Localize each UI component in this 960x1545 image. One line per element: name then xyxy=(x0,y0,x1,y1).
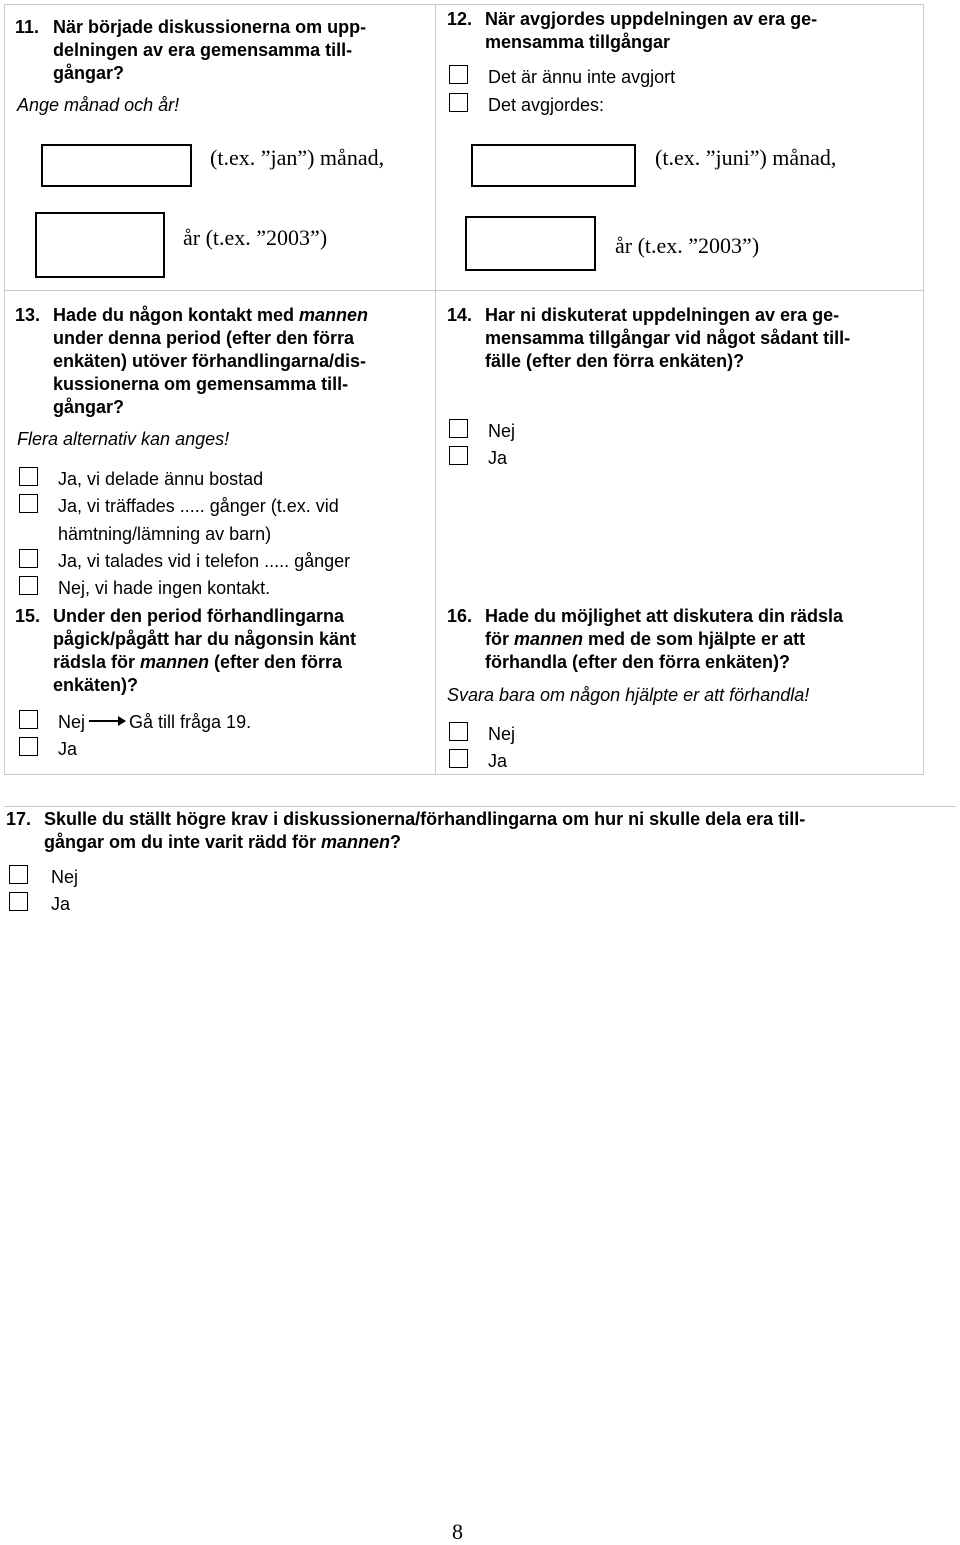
checkbox[interactable] xyxy=(449,419,468,438)
question-text-line xyxy=(44,831,951,854)
question-text-line: pågick/pågått har du någonsin känt xyxy=(53,629,357,649)
emphasis-mannen: mannen xyxy=(321,832,391,852)
table-border-left xyxy=(4,4,5,774)
option-label: Det är ännu inte avgjort xyxy=(488,67,676,87)
text-segment: rädsla för xyxy=(53,652,141,672)
option-label: Det avgjordes: xyxy=(488,95,605,115)
question-text xyxy=(53,16,425,85)
checkbox[interactable] xyxy=(19,549,38,568)
question-text-line xyxy=(53,304,430,327)
option-label: Ja xyxy=(488,751,508,771)
question-16 xyxy=(447,605,917,674)
text-segment: med de som hjälpte er att xyxy=(583,629,806,649)
question-11 xyxy=(15,16,425,85)
question-number: 14. xyxy=(447,305,473,325)
table-row-divider xyxy=(4,290,924,291)
question-number: 13. xyxy=(15,305,41,325)
question-text-line xyxy=(485,628,917,651)
emphasis-mannen: mannen xyxy=(299,305,369,325)
q12-month-input[interactable] xyxy=(471,144,636,187)
question-text xyxy=(53,304,430,419)
question-text xyxy=(485,605,917,674)
question-text-line: fälle (efter den förra enkäten)? xyxy=(485,351,745,371)
text-segment: (efter den förra xyxy=(209,652,343,672)
option-label: Nej xyxy=(488,724,516,744)
checkbox[interactable] xyxy=(449,749,468,768)
option-label: Nej xyxy=(51,867,79,887)
question-text-line: Skulle du ställt högre krav i diskussionerna/förhandlingarna om hur ni skulle dela era till- xyxy=(44,809,806,829)
question-text-line: kussionerna om gemensamma till- xyxy=(53,374,349,394)
q12-month-example: (t.ex. ”juni”) månad, xyxy=(655,145,837,170)
question-text-line: mensamma tillgångar xyxy=(485,32,671,52)
q11-month-input[interactable] xyxy=(41,144,192,187)
question-text xyxy=(44,808,951,854)
question-text-line xyxy=(53,651,430,674)
question-text-line: enkäten) utöver förhandlingarna/dis- xyxy=(53,351,367,371)
checkbox[interactable] xyxy=(19,710,38,729)
checkbox[interactable] xyxy=(9,892,28,911)
checkbox[interactable] xyxy=(449,65,468,84)
q12-year-input[interactable] xyxy=(465,216,596,271)
checkbox[interactable] xyxy=(19,737,38,756)
option-label-continued: hämtning/lämning av barn) xyxy=(58,524,272,544)
q11-month-example: (t.ex. ”jan”) månad, xyxy=(210,145,385,170)
question-text-line: Under den period förhandlingarna xyxy=(53,606,345,626)
question-text-line: förhandla (efter den förra enkäten)? xyxy=(485,652,791,672)
question-text-line: Har ni diskuterat uppdelningen av era ge- xyxy=(485,305,840,325)
option-label: Nej, vi hade ingen kontakt. xyxy=(58,578,271,598)
q13-hint: Flera alternativ kan anges! xyxy=(17,429,230,449)
question-number: 17. xyxy=(6,809,32,829)
question-text-line: Hade du möjlighet att diskutera din rädsla xyxy=(485,606,844,626)
q16-hint: Svara bara om någon hjälpte er att förhandla! xyxy=(447,685,810,705)
checkbox[interactable] xyxy=(9,865,28,884)
text-segment: Hade du någon kontakt med xyxy=(53,305,300,325)
text-segment: ? xyxy=(390,832,402,852)
question-text-line: gångar? xyxy=(53,63,125,83)
emphasis-mannen: mannen xyxy=(514,629,584,649)
option-text: Nej xyxy=(58,712,86,732)
checkbox[interactable] xyxy=(19,467,38,486)
q11-year-input[interactable] xyxy=(35,212,165,278)
emphasis-mannen: mannen xyxy=(140,652,210,672)
table-border-bottom xyxy=(4,774,924,775)
question-number: 15. xyxy=(15,606,41,626)
question-text-line: När började diskussionerna om upp- xyxy=(53,17,367,37)
checkbox[interactable] xyxy=(449,446,468,465)
question-text-line: under denna period (efter den förra xyxy=(53,328,355,348)
question-text-line: enkäten)? xyxy=(53,675,139,695)
goto-instruction: Gå till fråga 19. xyxy=(129,712,252,732)
text-segment: för xyxy=(485,629,514,649)
question-number: 12. xyxy=(447,9,473,29)
question-17 xyxy=(6,808,951,854)
question-14 xyxy=(447,304,917,373)
question-text-line: delningen av era gemensamma till- xyxy=(53,40,353,60)
question-text xyxy=(485,304,917,373)
question-number: 16. xyxy=(447,606,473,626)
option-label: Ja xyxy=(58,739,78,759)
table-border-top xyxy=(4,4,924,5)
q11-hint: Ange månad och år! xyxy=(17,95,180,115)
table-border-middle xyxy=(435,4,436,774)
arrow-right-icon xyxy=(89,720,125,722)
option-label: Ja, vi talades vid i telefon ..... gånger xyxy=(58,551,351,571)
option-label: Ja, vi delade ännu bostad xyxy=(58,469,264,489)
option-label: Ja xyxy=(488,448,508,468)
option-label: Ja xyxy=(51,894,71,914)
table-border-right xyxy=(923,4,924,774)
text-segment: gångar om du inte varit rädd för xyxy=(44,832,322,852)
question-text xyxy=(485,8,917,54)
question-number: 11. xyxy=(15,17,40,37)
question-15 xyxy=(15,605,430,697)
question-text-line: gångar? xyxy=(53,397,125,417)
question-text-line: mensamma tillgångar vid något sådant till- xyxy=(485,328,851,348)
question-text-line: När avgjordes uppdelningen av era ge- xyxy=(485,9,818,29)
q17-separator-line xyxy=(4,806,956,807)
q12-year-example: år (t.ex. ”2003”) xyxy=(615,233,760,258)
question-12 xyxy=(447,8,917,54)
question-text xyxy=(53,605,430,697)
checkbox[interactable] xyxy=(19,576,38,595)
question-13 xyxy=(15,304,430,419)
checkbox[interactable] xyxy=(19,494,38,513)
option-label: Nej xyxy=(488,421,516,441)
option-label xyxy=(58,711,251,733)
q11-year-example: år (t.ex. ”2003”) xyxy=(183,225,328,250)
option-label: Ja, vi träffades ..... gånger (t.ex. vid xyxy=(58,496,339,516)
checkbox[interactable] xyxy=(449,722,468,741)
page-number: 8 xyxy=(452,1519,463,1544)
checkbox[interactable] xyxy=(449,93,468,112)
